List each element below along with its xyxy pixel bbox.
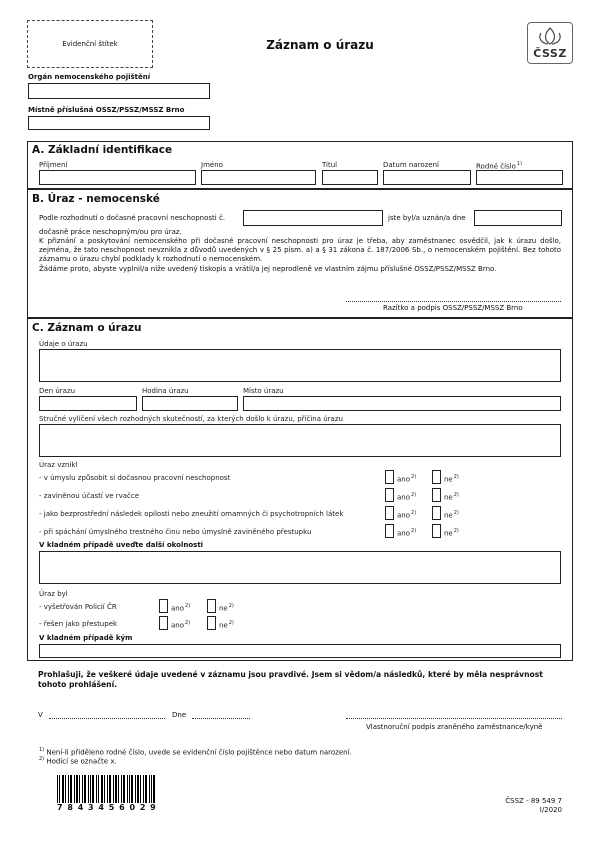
strucne-field[interactable] [39,424,561,457]
cssz-logo-icon [528,25,572,47]
vznikl-1-ano-checkbox[interactable] [385,470,394,484]
titul-label: Titul [322,161,338,169]
vysetrovan-label: - vyšetřován Policií ČR [39,603,117,611]
vznikl-label: Úraz vznikl [39,461,78,469]
resen-ne-checkbox[interactable] [207,616,216,630]
barcode-number: 7 8 4 3 4 5 6 0 2 9 [57,803,157,812]
form-version: I/2020 [539,806,562,814]
udaje-field[interactable] [39,349,561,382]
vznikl-3-ne-checkbox[interactable] [432,506,441,520]
evidence-stamp-label: Evidenční štítek [62,40,118,48]
vznikl-2-ne-checkbox[interactable] [432,488,441,502]
datum-field[interactable] [383,170,471,185]
resen-ano-checkbox[interactable] [159,616,168,630]
section-b-heading: B. Úraz - nemocenské [32,193,160,205]
strucne-label: Stručné vylíčení všech rozhodných skutečností, za kterých došlo k úrazu, příčina úrazu [39,415,343,423]
kladne-kym-label: V kladném případě kým [39,634,133,642]
vznikl-item-3: - jako bezprostřední následek opilosti nebo zneužití omamných či psychotropních látek [39,510,344,518]
vznikl-1-ano-label: ano$^{2)}$ [397,474,417,484]
vznikl-4-ne-label: $ne^{2)}$ [444,528,459,538]
rc-label: Rodné číslo$^{1)}$ [476,161,523,171]
byl-label: Úraz byl [39,590,68,598]
razitko-line [346,301,561,302]
kladne-kym-field[interactable] [39,644,561,658]
den-label: Den úrazu [39,387,76,395]
vysetrovan-ne-checkbox[interactable] [207,599,216,613]
jmeno-field[interactable] [201,170,316,185]
neschopnost-text: dočasně práce neschopným/ou pro úraz. [39,228,182,236]
vznikl-3-ano-label: ano$^{2)}$ [397,510,417,520]
datum-label: Datum narození [383,161,439,169]
prijmeni-field[interactable] [39,170,196,185]
vznikl-item-4: - při spáchání úmyslného trestného činu nebo úmyslně zaviněného přestupku [39,528,312,536]
rozhodnuti-cislo-field[interactable] [243,210,383,226]
vznikl-item-2: - zaviněnou účastí ve rvačce [39,492,140,500]
section-b [27,189,573,318]
info-paragraph: K přiznání a poskytování nemocenského při dočasné pracovní neschopnosti pro úraz je třeba, aby zaměstnanec osvědčil, jak k úrazu došlo, zejména, že tato neschopnost nevznikla z důvodů uvedených v § 25 písm. a) a § 31 zákona č. 187/2006 Sb., o nemocenském pojištění. Bez tohoto záznamu o úrazu chybí podklady k rozhodnutí o nemocenském. [39,237,561,263]
rc-field[interactable] [476,170,563,185]
kladne-okolnosti-label: V kladném případě uveďte další okolnosti [39,541,204,549]
vysetrovan-ano-label: ano$^{2)}$ [171,603,191,613]
hodina-field[interactable] [142,396,238,411]
mistne-label: Místně příslušná OSSZ/PSSZ/MSSZ Brno [28,106,185,114]
prohlaseni-text: Prohlašuji, že veškeré údaje uvedené v záznamu jsou pravdivé. Jsem si vědom/a následků, které by měla nesprávnost tohoto prohlášení. [38,670,543,689]
uznan-dne-field[interactable] [474,210,562,226]
vznikl-2-ano-checkbox[interactable] [385,488,394,502]
barcode-image [57,775,155,803]
organ-field[interactable] [28,83,210,99]
vysetrovan-ano-checkbox[interactable] [159,599,168,613]
udaje-label: Údaje o úrazu [39,340,88,348]
form-number: ČSSZ - 89 549 7 [505,797,562,805]
v-field[interactable] [49,718,165,719]
section-c-heading: C. Záznam o úrazu [32,322,142,334]
vznikl-4-ne-checkbox[interactable] [432,524,441,538]
resen-ne-label: $ne^{2)}$ [219,620,234,630]
den-field[interactable] [39,396,137,411]
resen-ano-label: ano$^{2)}$ [171,620,191,630]
section-c [27,318,573,661]
prijmeni-label: Příjmení [39,161,68,169]
misto-field[interactable] [243,396,561,411]
vznikl-3-ne-label: $ne^{2)}$ [444,510,459,520]
vznikl-4-ano-label: ano$^{2)}$ [397,528,417,538]
vznikl-2-ne-label: $ne^{2)}$ [444,492,459,502]
v-label: V [38,711,43,719]
resen-label: - řešen jako přestupek [39,620,118,628]
rozhodnuti-label: Podle rozhodnutí o dočasné pracovní neschopnosti č. [39,214,226,222]
jmeno-label: Jméno [201,161,223,169]
cssz-logo [527,22,573,64]
page-title: Záznam o úrazu [266,38,374,52]
section-a [27,141,573,189]
dne-label: Dne [172,711,187,719]
podpis-label: Vlastnoruční podpis zraněného zaměstnance/kyně [366,723,543,731]
vznikl-item-1: - v úmyslu způsobit si dočasnou pracovní neschopnost [39,474,231,482]
hodina-label: Hodina úrazu [142,387,189,395]
footnote-2: $^{2)}$ Hodící se označte x. [39,756,117,766]
mistne-field[interactable] [28,116,210,130]
uznan-label: jste byl/a uznán/a dne [388,214,466,222]
evidence-stamp-box [27,20,153,68]
razitko-label: Razítko a podpis OSSZ/PSSZ/MSSZ Brno [383,304,523,312]
vznikl-1-ne-checkbox[interactable] [432,470,441,484]
podpis-line[interactable] [346,718,562,719]
organ-label: Orgán nemocenského pojištění [28,73,151,81]
titul-field[interactable] [322,170,378,185]
vznikl-1-ne-label: $ne^{2)}$ [444,474,459,484]
footnote-1: $^{1)}$ Není-li přiděleno rodné číslo, uvede se evidenční číslo pojištěnce nebo datum narození. [39,747,352,757]
vznikl-4-ano-checkbox[interactable] [385,524,394,538]
vysetrovan-ne-label: $ne^{2)}$ [219,603,234,613]
kladne-okolnosti-field[interactable] [39,551,561,584]
section-a-heading: A. Základní identifikace [32,144,173,156]
info-paragraph-2: Žádáme proto, abyste vyplnil/a níže uvedený tiskopis a vrátil/a jej neprodleně ve vlastním zájmu příslušné OSSZ/PSSZ/MSSZ Brno. [39,265,497,273]
vznikl-2-ano-label: ano$^{2)}$ [397,492,417,502]
misto-label: Místo úrazu [243,387,284,395]
vznikl-3-ano-checkbox[interactable] [385,506,394,520]
cssz-logo-text: ČSSZ [533,47,567,60]
dne-field[interactable] [192,718,250,719]
